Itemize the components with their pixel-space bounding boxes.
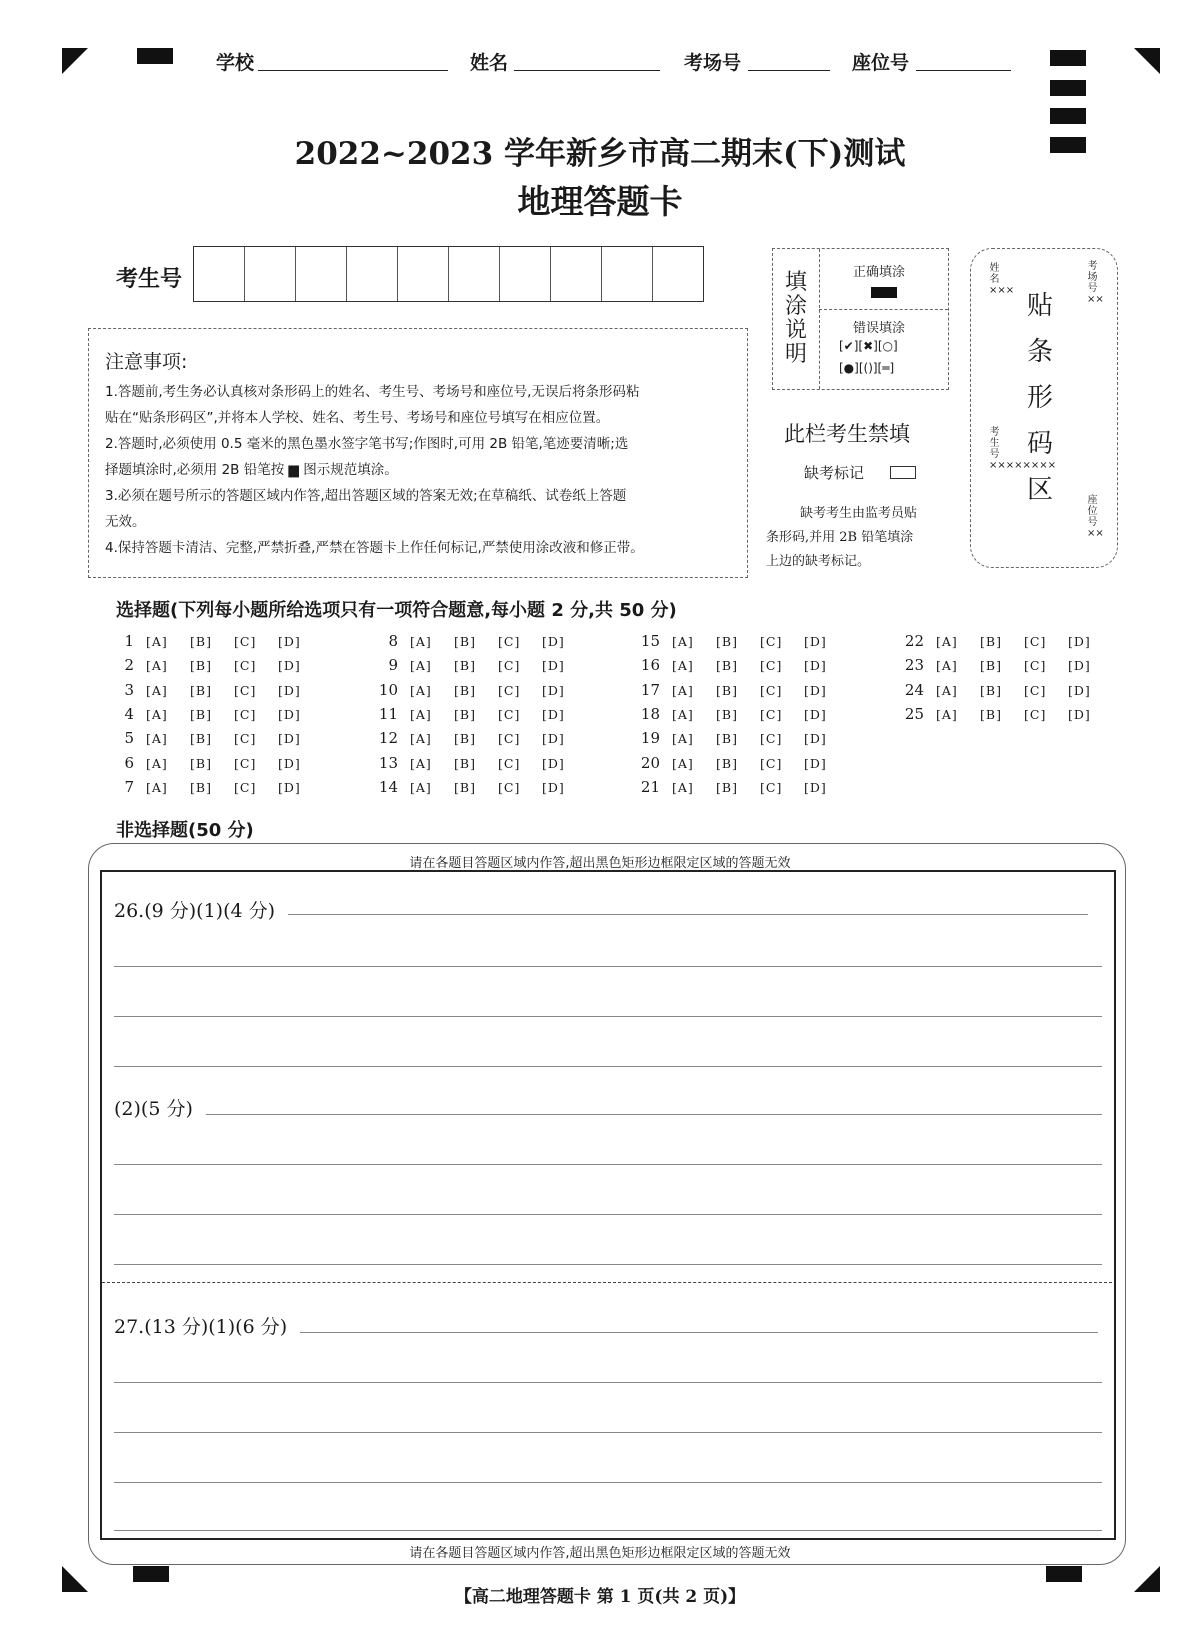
choice-option-bubble[interactable]: [D] — [804, 731, 827, 747]
choice-option-bubble[interactable]: [D] — [542, 706, 565, 722]
id-digit-box[interactable] — [347, 247, 398, 301]
choice-question-11 — [372, 705, 586, 723]
choice-option-bubble[interactable]: [D] — [1068, 634, 1091, 649]
choice-option-bubble[interactable]: [A] — [672, 706, 694, 722]
choice-option-bubble[interactable]: [D] — [278, 755, 301, 771]
sync-block — [1046, 1566, 1082, 1582]
choice-question-10 — [372, 681, 586, 699]
choice-option-bubble[interactable]: [B] — [980, 634, 1002, 649]
choice-question-18 — [634, 705, 848, 723]
student-id-label: 考生号 — [116, 267, 183, 292]
barcode-char: 贴 — [1027, 291, 1054, 321]
answer-line[interactable] — [206, 1114, 1102, 1115]
answer-line[interactable] — [114, 1530, 1102, 1531]
choice-question-8 — [372, 632, 586, 650]
question-number: 12 — [378, 729, 398, 748]
question-number: 17 — [640, 680, 660, 699]
nonchoice-section-title: 非选择题(50 分) — [116, 820, 254, 841]
choice-option-bubble[interactable]: [B] — [190, 682, 212, 698]
id-digit-box[interactable] — [653, 247, 703, 301]
choice-option-bubble[interactable]: [B] — [716, 731, 738, 747]
correct-fill-label: 正确填涂 — [853, 265, 906, 280]
fill-title-char: 说 — [785, 318, 808, 343]
choice-option-bubble[interactable]: [A] — [672, 634, 694, 649]
choice-option-bubble[interactable]: [A] — [672, 658, 694, 674]
choice-option-bubble[interactable]: [B] — [980, 682, 1002, 698]
choice-option-bubble[interactable]: [C] — [234, 755, 257, 771]
choice-option-bubble[interactable]: [A] — [410, 634, 432, 649]
choice-option-bubble[interactable]: [A] — [146, 779, 168, 795]
question-number: 8 — [388, 632, 398, 650]
sync-block — [1050, 50, 1086, 66]
choice-option-bubble[interactable]: [A] — [146, 731, 168, 747]
question-number: 18 — [640, 704, 660, 723]
choice-question-9 — [372, 656, 586, 674]
corner-mark-top-left — [62, 48, 88, 74]
name-field[interactable] — [514, 70, 660, 71]
choice-option-bubble[interactable]: [C] — [498, 755, 521, 771]
choice-option-bubble[interactable]: [A] — [146, 658, 168, 674]
choice-question-24 — [898, 681, 1112, 699]
choice-option-bubble[interactable]: [A] — [936, 706, 958, 722]
note-line: 1.答题前,考生务必认真核对条形码上的姓名、考生号、考场号和座位号,无误后将条形码粘 — [105, 384, 640, 400]
choice-option-bubble[interactable]: [C] — [1024, 706, 1047, 722]
barcode-id-hint: 考生号×××××××× — [989, 427, 1057, 471]
absent-mark-box[interactable] — [890, 466, 916, 479]
choice-option-bubble[interactable]: [B] — [980, 658, 1002, 674]
choice-option-bubble[interactable]: [B] — [716, 658, 738, 674]
choice-option-bubble[interactable]: [C] — [498, 731, 521, 747]
answer-line[interactable] — [300, 1332, 1098, 1333]
choice-question-4 — [108, 705, 322, 723]
choice-option-bubble[interactable]: [C] — [760, 634, 783, 649]
choice-option-bubble[interactable]: [C] — [760, 731, 783, 747]
answer-line[interactable] — [114, 1382, 1102, 1383]
choice-option-bubble[interactable]: [B] — [980, 706, 1002, 722]
absent-label: 缺考标记 — [804, 464, 865, 482]
school-field[interactable] — [258, 70, 448, 71]
choice-option-bubble[interactable]: [D] — [278, 682, 301, 698]
question-number: 6 — [124, 753, 134, 772]
choice-option-bubble[interactable]: [C] — [760, 682, 783, 698]
barcode-char: 区 — [1027, 475, 1054, 505]
exam-room-field[interactable] — [748, 70, 830, 71]
choice-question-14 — [372, 778, 586, 796]
id-digit-box[interactable] — [194, 247, 245, 301]
choice-question-25 — [898, 705, 1112, 723]
choice-question-12 — [372, 729, 586, 747]
note-line: 4.保持答题卡清洁、完整,严禁折叠,严禁在答题卡上作任何标记,严禁使用涂改液和修正带。 — [105, 540, 644, 556]
sync-block — [1050, 108, 1086, 124]
choice-option-bubble[interactable]: [C] — [234, 682, 257, 698]
choice-option-bubble[interactable]: [B] — [454, 634, 476, 649]
answer-line[interactable] — [114, 1016, 1102, 1017]
choice-option-bubble[interactable]: [C] — [760, 658, 783, 674]
choice-option-bubble[interactable]: [B] — [716, 779, 738, 795]
id-digit-box[interactable] — [296, 247, 347, 301]
choice-option-bubble[interactable]: [A] — [146, 706, 168, 722]
choice-option-bubble[interactable]: [A] — [410, 755, 432, 771]
choice-option-bubble[interactable]: [C] — [234, 634, 257, 649]
id-digit-box[interactable] — [245, 247, 296, 301]
choice-option-bubble[interactable]: [A] — [410, 682, 432, 698]
choice-option-bubble[interactable]: [D] — [542, 755, 565, 771]
absent-note: 缺考考生由监考员贴 — [800, 506, 918, 521]
notes-title: 注意事项: — [105, 351, 188, 373]
choice-option-bubble[interactable]: [A] — [672, 779, 694, 795]
choice-option-bubble[interactable]: [A] — [672, 731, 694, 747]
choice-option-bubble[interactable]: [B] — [190, 779, 212, 795]
answer-area[interactable] — [100, 870, 1116, 1540]
school-label: 学校 — [216, 52, 255, 74]
choice-option-bubble[interactable]: [D] — [278, 634, 301, 649]
id-digit-box[interactable] — [551, 247, 602, 301]
barcode-area[interactable] — [970, 248, 1118, 568]
question-number: 7 — [124, 777, 134, 796]
question-divider — [102, 1282, 1112, 1283]
note-line: 无效。 — [105, 514, 146, 530]
choice-option-bubble[interactable]: [D] — [804, 634, 827, 649]
sync-block — [1050, 80, 1086, 96]
choice-question-13 — [372, 754, 586, 772]
corner-mark-top-right — [1134, 48, 1160, 74]
choice-option-bubble[interactable]: [C] — [760, 706, 783, 722]
choice-option-bubble[interactable]: [B] — [190, 731, 212, 747]
choice-option-bubble[interactable]: [A] — [936, 658, 958, 674]
proctor-title: 此栏考生禁填 — [784, 422, 910, 446]
choice-option-bubble[interactable]: [D] — [1068, 658, 1091, 674]
choice-option-bubble[interactable]: [A] — [936, 682, 958, 698]
choice-option-bubble[interactable]: [B] — [454, 755, 476, 771]
wrong-fill-samples-2: [●][()][═] — [839, 361, 895, 375]
question-number: 25 — [904, 704, 924, 723]
question-number: 10 — [378, 680, 398, 699]
correct-fill-sample — [871, 287, 897, 298]
note-line: 择题填涂时,必须用 2B 铅笔按 ▆ 图示规范填涂。 — [105, 462, 398, 478]
choice-question-22 — [898, 632, 1112, 650]
choice-option-bubble[interactable]: [B] — [190, 706, 212, 722]
name-label: 姓名 — [470, 52, 509, 74]
choice-option-bubble[interactable]: [B] — [190, 634, 212, 649]
question-number: 24 — [904, 680, 924, 699]
question-number: 19 — [640, 729, 660, 748]
choice-question-6 — [108, 754, 322, 772]
fill-title-char: 涂 — [785, 294, 808, 319]
choice-option-bubble[interactable]: [B] — [716, 634, 738, 649]
choice-option-bubble[interactable]: [D] — [804, 658, 827, 674]
barcode-char: 码 — [1027, 429, 1054, 459]
choice-option-bubble[interactable]: [D] — [1068, 682, 1091, 698]
id-digit-box[interactable] — [449, 247, 500, 301]
barcode-char: 形 — [1027, 383, 1054, 413]
q26-part2-label: (2)(5 分) — [114, 1098, 193, 1120]
choice-option-bubble[interactable]: [C] — [1024, 682, 1047, 698]
choice-option-bubble[interactable]: [D] — [542, 658, 565, 674]
choice-question-19 — [634, 729, 848, 747]
q26-part1-label: 26.(9 分)(1)(4 分) — [114, 900, 276, 922]
note-line: 2.答题时,必须使用 0.5 毫米的黑色墨水签字笔书写;作图时,可用 2B 铅笔,笔迹要清晰;选 — [105, 436, 629, 452]
choice-option-bubble[interactable]: [B] — [454, 731, 476, 747]
choice-option-bubble[interactable]: [A] — [410, 731, 432, 747]
seat-field[interactable] — [916, 70, 1011, 71]
sync-block — [133, 1566, 169, 1582]
exam-room-label: 考场号 — [684, 52, 742, 74]
choice-option-bubble[interactable]: [A] — [146, 634, 168, 649]
choice-option-bubble[interactable]: [A] — [410, 706, 432, 722]
barcode-seat-hint: 座位号×× — [1087, 495, 1104, 539]
fill-instructions-box — [772, 248, 949, 390]
question-number: 22 — [904, 632, 924, 650]
question-number: 15 — [640, 632, 660, 650]
choice-option-bubble[interactable]: [C] — [498, 779, 521, 795]
boundary-note-top: 请在各题目答题区域内作答,超出黑色矩形边框限定区域的答题无效 — [409, 856, 791, 871]
question-number: 20 — [640, 753, 660, 772]
id-digit-box[interactable] — [398, 247, 449, 301]
answer-line[interactable] — [288, 914, 1088, 915]
choice-option-bubble[interactable]: [C] — [234, 779, 257, 795]
answer-line[interactable] — [114, 1482, 1102, 1483]
answer-line[interactable] — [114, 1432, 1102, 1433]
choice-option-bubble[interactable]: [D] — [278, 779, 301, 795]
fill-title-char: 填 — [785, 270, 808, 295]
choice-option-bubble[interactable]: [D] — [278, 658, 301, 674]
choice-option-bubble[interactable]: [D] — [278, 731, 301, 747]
choice-option-bubble[interactable]: [B] — [716, 682, 738, 698]
choice-question-3 — [108, 681, 322, 699]
question-number: 21 — [640, 777, 660, 796]
notes-box — [88, 328, 748, 578]
choice-option-bubble[interactable]: [A] — [936, 634, 958, 649]
question-number: 11 — [378, 704, 398, 723]
sync-block — [137, 48, 173, 64]
choice-section-title: 选择题(下列每小题所给选项只有一项符合题意,每小题 2 分,共 50 分) — [116, 600, 677, 621]
choice-option-bubble[interactable]: [A] — [410, 779, 432, 795]
question-number: 4 — [124, 704, 134, 723]
choice-option-bubble[interactable]: [D] — [542, 634, 565, 649]
choice-option-bubble[interactable]: [D] — [542, 731, 565, 747]
note-line: 贴在“贴条形码区”,并将本人学校、姓名、考生号、考场号和座位号填写在相应位置。 — [105, 410, 610, 426]
question-number: 23 — [904, 656, 924, 675]
barcode-room-hint: 考场号×× — [1087, 261, 1104, 305]
fill-title-char: 明 — [785, 342, 808, 367]
choice-option-bubble[interactable]: [B] — [454, 706, 476, 722]
id-digit-box[interactable] — [602, 247, 653, 301]
choice-option-bubble[interactable]: [D] — [1068, 706, 1091, 722]
choice-option-bubble[interactable]: [B] — [454, 658, 476, 674]
seat-label: 座位号 — [852, 52, 910, 74]
choice-question-20 — [634, 754, 848, 772]
note-line: 3.必须在题号所示的答题区域内作答,超出答题区域的答案无效;在草稿纸、试卷纸上答题 — [105, 488, 627, 504]
choice-question-2 — [108, 656, 322, 674]
choice-option-bubble[interactable]: [C] — [234, 706, 257, 722]
choice-option-bubble[interactable]: [C] — [498, 658, 521, 674]
choice-question-23 — [898, 656, 1112, 674]
choice-option-bubble[interactable]: [B] — [454, 682, 476, 698]
choice-option-bubble[interactable]: [C] — [498, 634, 521, 649]
choice-option-bubble[interactable]: [B] — [190, 755, 212, 771]
choice-option-bubble[interactable]: [B] — [716, 706, 738, 722]
choice-question-16 — [634, 656, 848, 674]
wrong-fill-samples-1: [✔][✖][○] — [839, 339, 898, 353]
question-number: 16 — [640, 656, 660, 675]
question-number: 5 — [124, 729, 134, 748]
choice-option-bubble[interactable]: [D] — [278, 706, 301, 722]
answer-line[interactable] — [114, 966, 1102, 967]
answer-line[interactable] — [114, 1214, 1102, 1215]
choice-question-5 — [108, 729, 322, 747]
q27-part1-label: 27.(13 分)(1)(6 分) — [114, 1316, 288, 1338]
choice-option-bubble[interactable]: [D] — [804, 682, 827, 698]
question-number: 3 — [124, 680, 134, 699]
choice-option-bubble[interactable]: [C] — [498, 682, 521, 698]
barcode-char: 条 — [1027, 337, 1054, 367]
choice-option-bubble[interactable]: [D] — [804, 755, 827, 771]
choice-option-bubble[interactable]: [B] — [190, 658, 212, 674]
choice-option-bubble[interactable]: [C] — [234, 731, 257, 747]
question-number: 1 — [124, 632, 134, 650]
choice-option-bubble[interactable]: [A] — [672, 755, 694, 771]
choice-option-bubble[interactable]: [B] — [454, 779, 476, 795]
choice-option-bubble[interactable]: [D] — [804, 779, 827, 795]
choice-option-bubble[interactable]: [C] — [760, 779, 783, 795]
choice-option-bubble[interactable]: [C] — [1024, 634, 1047, 649]
question-number: 2 — [124, 656, 134, 675]
question-number: 14 — [378, 777, 398, 796]
question-number: 13 — [378, 753, 398, 772]
student-id-boxes[interactable] — [193, 246, 704, 302]
choice-option-bubble[interactable]: [A] — [146, 682, 168, 698]
choice-option-bubble[interactable]: [B] — [716, 755, 738, 771]
absent-note: 上边的缺考标记。 — [766, 554, 871, 569]
id-digit-box[interactable] — [500, 247, 551, 301]
choice-option-bubble[interactable]: [C] — [1024, 658, 1047, 674]
choice-question-15 — [634, 632, 848, 650]
answer-line[interactable] — [114, 1164, 1102, 1165]
choice-option-bubble[interactable]: [A] — [146, 755, 168, 771]
choice-question-7 — [108, 778, 322, 796]
page-footer: 【高二地理答题卡 第 1 页(共 2 页)】 — [454, 1587, 746, 1607]
exam-title: 2022~2023 学年新乡市高二期末(下)测试 — [294, 136, 906, 172]
choice-question-17 — [634, 681, 848, 699]
choice-option-bubble[interactable]: [D] — [542, 682, 565, 698]
choice-option-bubble[interactable]: [D] — [804, 706, 827, 722]
answer-line[interactable] — [114, 1066, 1102, 1067]
boundary-note-bottom: 请在各题目答题区域内作答,超出黑色矩形边框限定区域的答题无效 — [409, 1546, 791, 1561]
choice-option-bubble[interactable]: [C] — [760, 755, 783, 771]
choice-question-1 — [108, 632, 322, 650]
choice-option-bubble[interactable]: [A] — [672, 682, 694, 698]
wrong-fill-label: 错误填涂 — [853, 321, 906, 336]
question-number: 9 — [388, 656, 398, 675]
answer-line[interactable] — [114, 1264, 1102, 1265]
choice-option-bubble[interactable]: [C] — [234, 658, 257, 674]
choice-question-21 — [634, 778, 848, 796]
barcode-name-hint: 姓名××× — [989, 263, 1015, 296]
choice-option-bubble[interactable]: [C] — [498, 706, 521, 722]
choice-option-bubble[interactable]: [A] — [410, 658, 432, 674]
answer-sheet-title: 地理答题卡 — [517, 182, 683, 221]
choice-option-bubble[interactable]: [D] — [542, 779, 565, 795]
absent-note: 条形码,并用 2B 铅笔填涂 — [766, 530, 914, 545]
